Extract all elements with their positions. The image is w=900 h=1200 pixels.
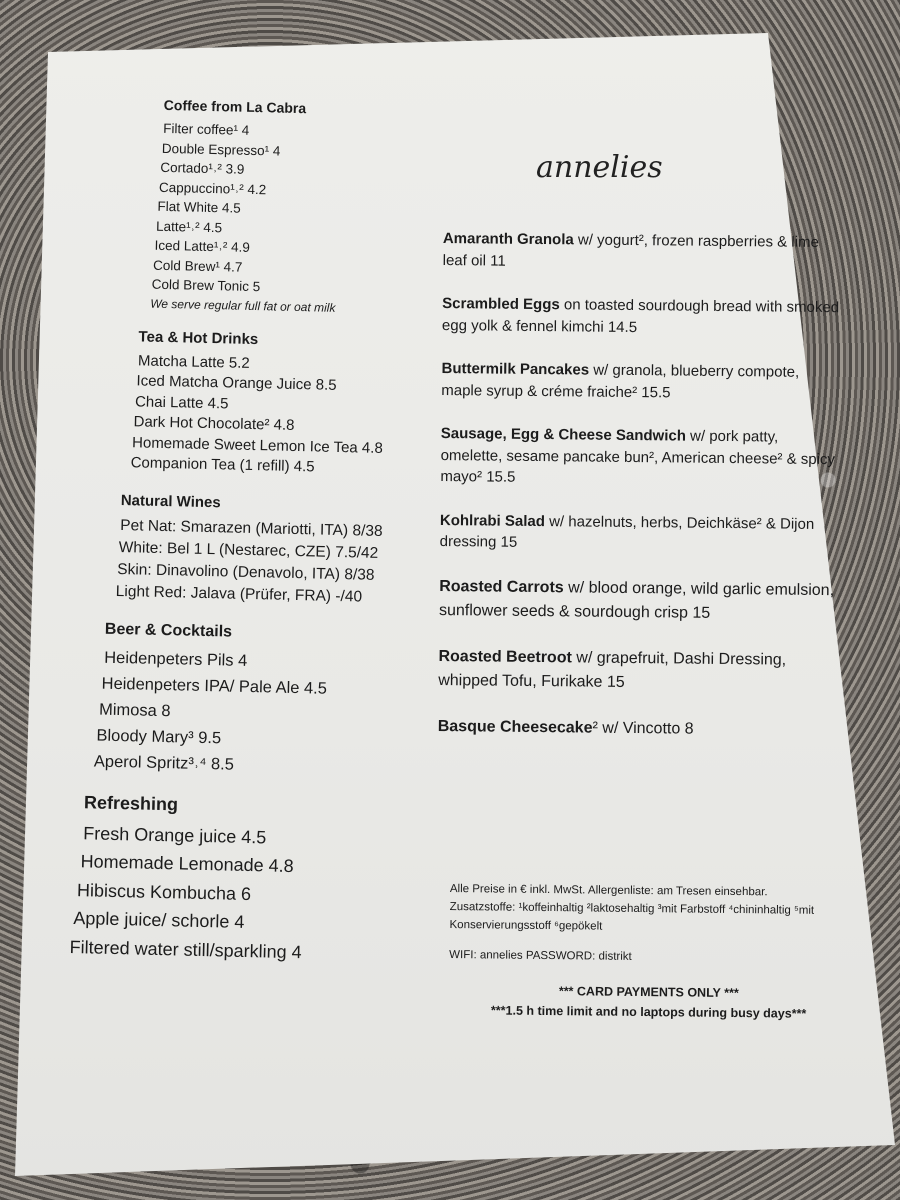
coffee-item: Cortado¹˒² 3.9 [160,159,245,177]
dish-desc: w/ hazelnuts, herbs, Deichkäse² & Dijon dressing 15 [439,512,815,551]
tea-item: Dark Hot Chocolate² 4.8 [133,413,295,434]
coffee-section [150,96,420,316]
wine-item: Skin: Dinavolino (Denavolo, ITA) 8/38 [117,560,375,584]
beer-item: Mimosa 8 [98,700,171,720]
dish-desc: on toasted sourdough bread with smoked egg yolk & fennel kimchi 14.5 [441,296,840,336]
tea-item: Chai Latte 4.5 [134,392,229,412]
tea-section [130,327,414,480]
coffee-heading: Coffee from La Cabra [163,96,307,117]
beer-item: Heidenpeters Pils 4 [104,648,248,670]
coffee-item: Iced Latte¹˒² 4.9 [154,237,251,255]
food-column [437,228,843,765]
dish-desc: w/ granola, blueberry compote, maple syrup & créme fraiche² 15.5 [441,361,800,401]
coffee-item: Cold Brew¹ 4.7 [152,257,243,275]
prices-note: Alle Preise in € inkl. MwSt. Allergenliste: am Tresen einsehbar. [449,882,768,899]
wines-section [115,491,410,610]
wine-item: Pet Nat: Smarazen (Mariotti, ITA) 8/38 [120,516,383,540]
drinks-column [60,95,420,978]
coffee-item: Cappuccino¹˒² 4.2 [158,179,267,197]
wifi-info: WIFI: annelies PASSWORD: distrikt [449,948,632,963]
beer-heading: Beer & Cocktails [104,620,233,641]
coffee-item: Double Espresso¹ 4 [161,140,281,159]
beer-item: Bloody Mary³ 9.5 [96,726,222,747]
dish-desc: w/ blood orange, wild garlic emulsion, sunflower seeds & sourdough crisp 15 [438,578,835,622]
refreshing-item: Filtered water still/sparkling 4 [69,936,302,962]
wines-heading: Natural Wines [120,491,221,511]
refreshing-item: Hibiscus Kombucha 6 [76,879,252,904]
dish-name: Scrambled Eggs [442,294,560,314]
logo-text: annelies [536,150,663,185]
tea-item: Homemade Sweet Lemon Ice Tea 4.8 [131,433,383,457]
refreshing-heading: Refreshing [83,791,179,814]
tea-item: Iced Matcha Orange Juice 8.5 [136,372,337,394]
beer-item: Aperol Spritz³˒⁴ 8.5 [93,751,235,774]
dish-name: Buttermilk Pancakes [441,359,590,379]
beer-item: Heidenpeters IPA/ Pale Ale 4.5 [101,674,328,698]
menu-footer [449,880,850,1024]
dish-name: Amaranth Granola [442,229,574,249]
refreshing-section [69,791,404,969]
tea-item: Matcha Latte 5.2 [137,351,250,372]
time-limit-text: ***1.5 h time limit and no laptops during busy days*** [490,1003,807,1021]
tea-item: Companion Tea (1 refill) 4.5 [130,454,315,476]
coffee-item: Filter coffee¹ 4 [163,120,250,138]
dish-desc: w/ pork patty, omelette, sesame pancake bun², American cheese² & spicy mayo² 15.5 [440,427,836,486]
annelies-logo [530,135,670,195]
dish-name: Sausage, Egg & Cheese Sandwich [440,424,687,445]
dish-desc: w/ yogurt², frozen raspberries & lime leaf oil 11 [442,231,819,270]
coffee-item: Flat White 4.5 [157,198,241,216]
dish-desc: w/ grapefruit, Dashi Dressing, whipped Tofu, Furikake 15 [438,648,787,691]
milk-note: We serve regular full fat or oat milk [150,296,336,315]
refreshing-item: Apple juice/ schorle 4 [73,908,245,932]
dish-name: Basque Cheesecake [437,717,593,737]
wine-item: Light Red: Jalava (Prüfer, FRA) -/40 [115,582,363,606]
dish-item [440,423,841,492]
coffee-item: Cold Brew Tonic 5 [151,276,261,295]
wine-item: White: Bel 1 L (Nestarec, CZE) 7.5/42 [118,538,379,562]
refreshing-item: Homemade Lemonade 4.8 [80,851,294,877]
dish-desc: ² w/ Vincotto 8 [592,719,694,738]
dish-item [441,358,841,405]
dish-item [438,644,838,696]
dish-item [443,228,843,275]
dish-item [442,293,842,340]
beer-section [93,620,408,781]
tea-heading: Tea & Hot Drinks [138,327,259,348]
dish-item [438,714,838,742]
dish-item [439,574,839,626]
dish-name: Roasted Beetroot [438,647,572,666]
dish-name: Roasted Carrots [439,577,564,596]
card-only-text: *** CARD PAYMENTS ONLY *** [558,984,739,1001]
card-payments-note [449,980,849,1024]
coffee-item: Latte¹˒² 4.5 [155,218,223,235]
refreshing-item: Fresh Orange juice 4.5 [83,822,267,847]
dish-item [440,509,840,556]
additives-note: Zusatzstoffe: ¹koffeinhaltig ²laktosehaltig ³mit Farbstoff ⁴chininhaltig ⁵mit Konservierungsstoff ⁶gepökelt [449,900,815,933]
dish-name: Kohlrabi Salad [439,511,546,530]
